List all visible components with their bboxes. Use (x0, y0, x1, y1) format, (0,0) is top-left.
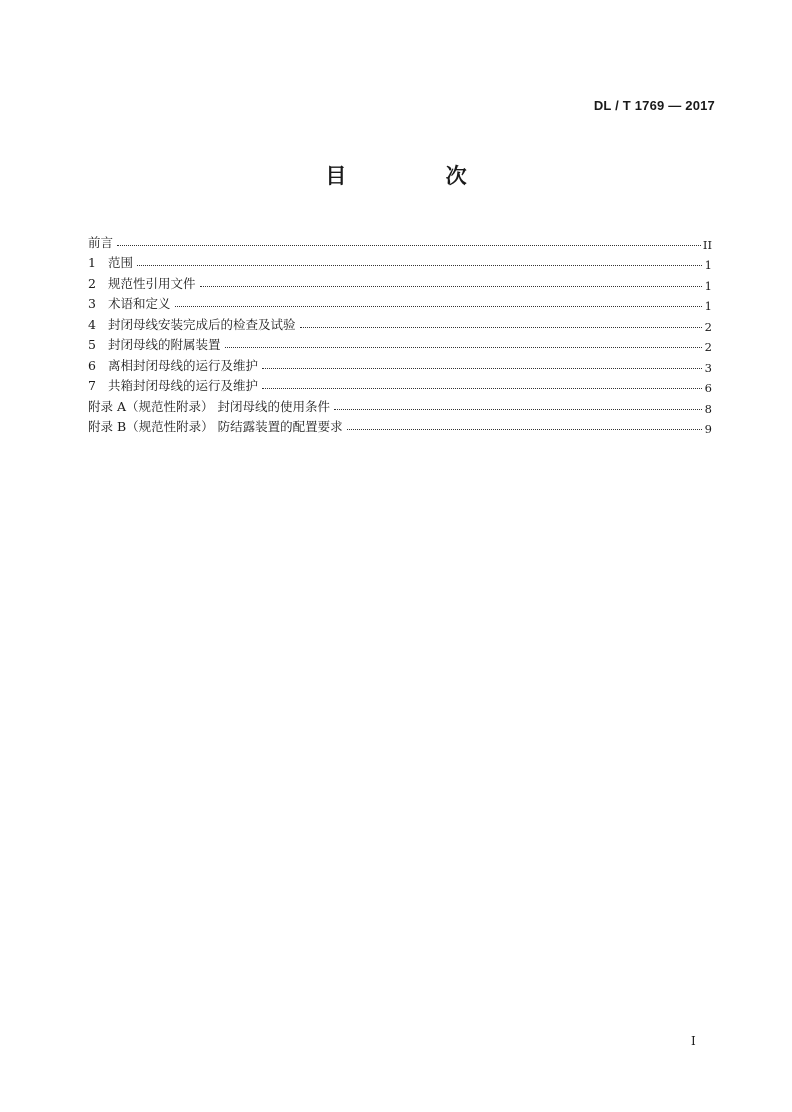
toc-entry-page: 2 (704, 319, 712, 334)
toc-entry-title: 规范性引用文件 (108, 275, 196, 291)
toc-entry-page: 6 (704, 381, 712, 395)
toc-entry-page: 1 (704, 278, 712, 293)
toc-dot-leader (347, 429, 702, 430)
toc-dot-leader (175, 306, 702, 307)
toc-entry-foreword[interactable] (88, 229, 712, 250)
toc-entry-page: 8 (704, 401, 712, 416)
toc-entry-title: 封闭母线安装完成后的检查及试验 (108, 316, 296, 332)
toc-entry-title: 封闭母线的附属装置 (108, 337, 221, 352)
toc-dot-leader (262, 388, 702, 389)
toc-entry-number: 5 (88, 337, 96, 352)
toc-entry-4[interactable] (88, 311, 712, 332)
toc-entry-6[interactable] (88, 352, 712, 373)
toc-entry-page: 3 (704, 360, 712, 375)
toc-entry-appendix-b[interactable] (88, 414, 712, 435)
toc-entry-number: 4 (88, 316, 96, 332)
toc-dot-leader (137, 265, 702, 266)
toc-dot-leader (262, 368, 702, 369)
toc-entry-title: 前言 (88, 234, 114, 250)
toc-entry-title: 术语和定义 (108, 296, 171, 311)
toc-dot-leader (200, 286, 702, 287)
toc-entry-7[interactable] (88, 373, 712, 394)
toc-entry-5[interactable] (88, 332, 712, 353)
table-of-contents (88, 229, 712, 434)
toc-entry-title: 范围 (108, 255, 134, 270)
toc-entry-title: 附录 A（规范性附录） 封闭母线的使用条件 (88, 398, 330, 414)
page-number: I (691, 1034, 696, 1048)
toc-entry-number: 6 (88, 357, 96, 373)
toc-entry-title: 共箱封闭母线的运行及维护 (108, 378, 259, 393)
toc-entry-page: 1 (704, 299, 712, 313)
toc-dot-leader (300, 327, 702, 328)
toc-entry-number: 3 (88, 296, 96, 311)
page-title: 目 次 (325, 164, 513, 188)
toc-entry-number: 7 (88, 378, 96, 393)
document-code: DL / T 1769 — 2017 (593, 98, 715, 113)
toc-entry-page: II (702, 237, 712, 252)
toc-entry-page: 1 (704, 258, 712, 272)
toc-entry-page: 2 (704, 340, 712, 354)
toc-entry-page: 9 (704, 422, 712, 436)
toc-entry-3[interactable] (88, 291, 712, 312)
toc-entry-number: 2 (88, 275, 96, 291)
toc-entry-2[interactable] (88, 270, 712, 291)
toc-dot-leader (334, 409, 702, 410)
toc-entry-appendix-a[interactable] (88, 393, 712, 414)
toc-dot-leader (225, 347, 702, 348)
toc-entry-number: 1 (88, 255, 96, 270)
toc-entry-title: 附录 B（规范性附录） 防结露装置的配置要求 (88, 419, 343, 434)
toc-entry-1[interactable] (88, 250, 712, 271)
toc-entry-title: 离相封闭母线的运行及维护 (108, 357, 259, 373)
toc-dot-leader (117, 245, 701, 246)
